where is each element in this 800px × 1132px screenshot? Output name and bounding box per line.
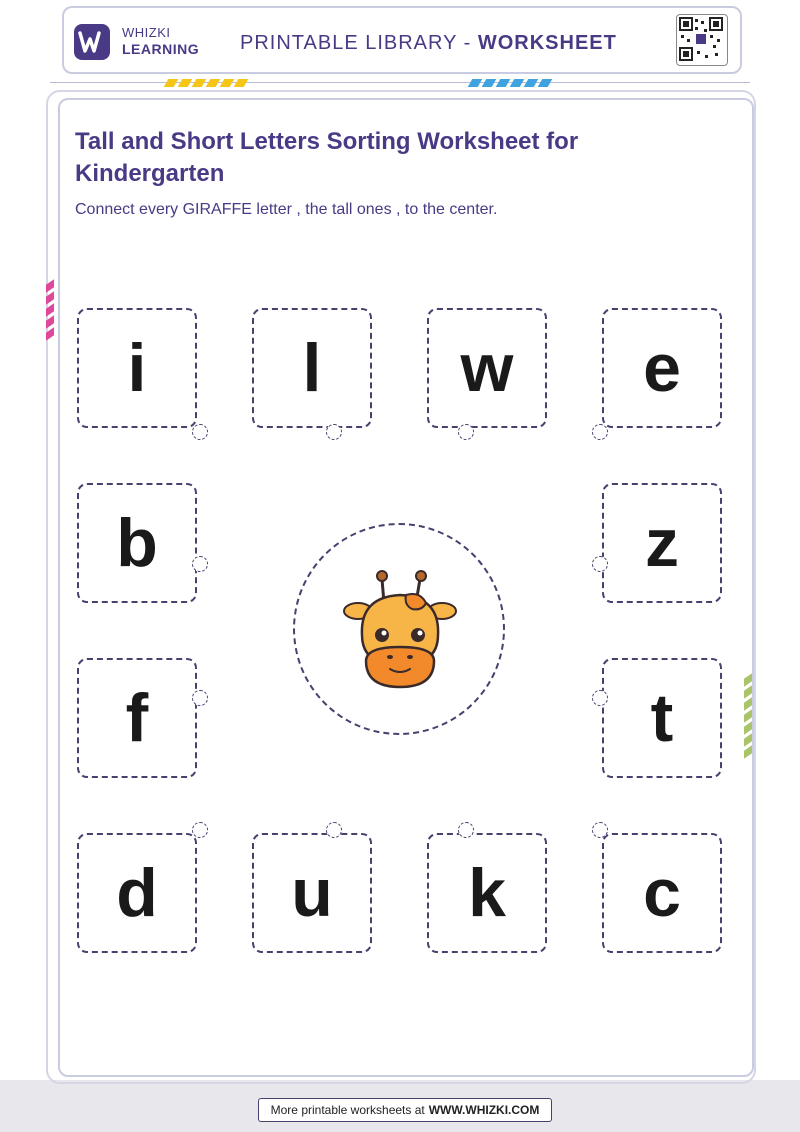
connector-dot[interactable]	[592, 556, 608, 572]
letter: k	[468, 855, 506, 931]
connector-dot[interactable]	[326, 822, 342, 838]
letter-card[interactable]	[602, 658, 722, 778]
worksheet-title: Tall and Short Letters Sorting Worksheet for Kindergarten	[75, 128, 579, 187]
letter-card[interactable]	[602, 483, 722, 603]
letter: l	[302, 330, 322, 406]
yellow-stripes-decoration	[166, 79, 246, 87]
letter: d	[116, 855, 158, 931]
green-stripes-decoration	[744, 676, 752, 756]
giraffe-face-icon	[340, 565, 460, 695]
footer-banner[interactable]	[258, 1098, 552, 1122]
letter: f	[125, 680, 149, 756]
letter: e	[643, 330, 681, 406]
letter-card[interactable]	[77, 308, 197, 428]
letter-card[interactable]	[252, 308, 372, 428]
letter: b	[116, 505, 158, 581]
connector-dot[interactable]	[192, 690, 208, 706]
connector-dot[interactable]	[192, 822, 208, 838]
letter-card[interactable]	[602, 308, 722, 428]
letter: t	[650, 680, 674, 756]
qr-code-icon[interactable]	[676, 14, 728, 66]
connector-dot[interactable]	[192, 556, 208, 572]
letter-card[interactable]	[252, 833, 372, 953]
letter: z	[645, 505, 679, 581]
header-divider	[50, 82, 750, 83]
pink-stripes-decoration	[46, 282, 54, 338]
letter: u	[291, 855, 333, 931]
connector-dot[interactable]	[326, 424, 342, 440]
library-label: PRINTABLE LIBRARY -	[240, 32, 478, 54]
connector-dot[interactable]	[592, 690, 608, 706]
connector-dot[interactable]	[458, 424, 474, 440]
letter: i	[127, 330, 147, 406]
connector-dot[interactable]	[592, 424, 608, 440]
connector-dot[interactable]	[458, 822, 474, 838]
library-title	[240, 32, 617, 55]
letter: c	[643, 855, 681, 931]
whizki-logo-icon[interactable]	[74, 24, 110, 60]
footer-link[interactable]: WWW.WHIZKI.COM	[428, 1103, 540, 1117]
worksheet-instruction: Connect every GIRAFFE letter , the tall ones , to the center.	[75, 201, 498, 218]
letter-card[interactable]	[77, 658, 197, 778]
letter: w	[460, 330, 514, 406]
connector-dot[interactable]	[592, 822, 608, 838]
brand-name-line2: LEARNING	[122, 41, 200, 57]
letter-card[interactable]	[77, 483, 197, 603]
blue-stripes-decoration	[470, 79, 550, 87]
letter-card[interactable]	[427, 308, 547, 428]
brand-name-line1: WHIZKI	[122, 25, 171, 40]
letter-card[interactable]	[602, 833, 722, 953]
connector-dot[interactable]	[192, 424, 208, 440]
letter-card[interactable]	[77, 833, 197, 953]
footer-text: More printable worksheets at	[270, 1103, 425, 1117]
letter-card[interactable]	[427, 833, 547, 953]
library-label-bold: WORKSHEET	[477, 32, 617, 54]
